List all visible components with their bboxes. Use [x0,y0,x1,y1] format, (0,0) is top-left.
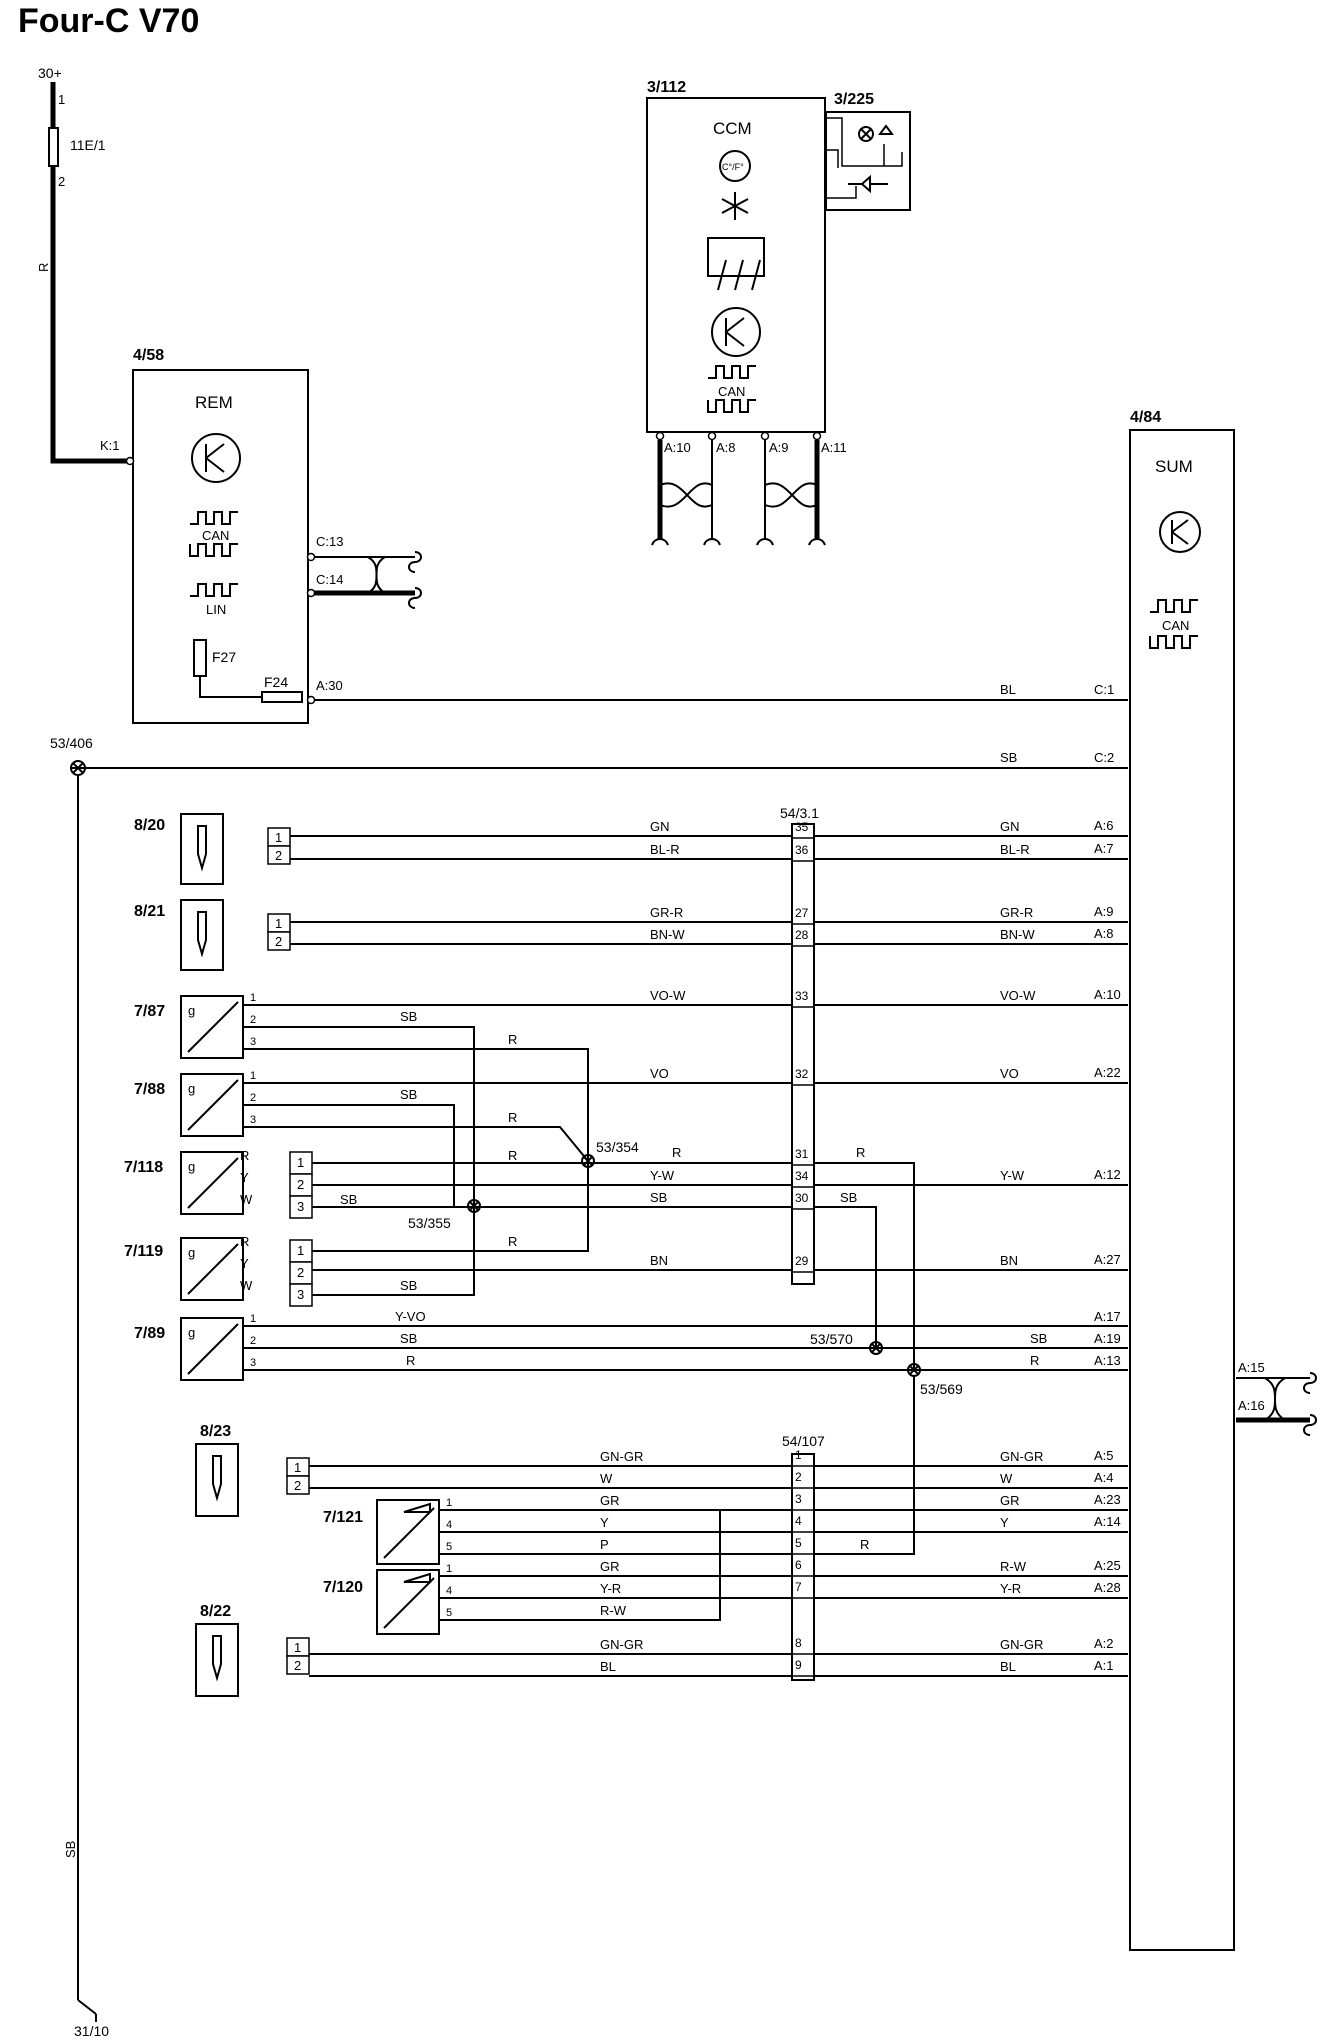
wire-label: VO [650,1066,669,1081]
pin-num: 1 [446,1563,453,1575]
wire-label: Y [240,1170,249,1185]
wire-label: BL [1000,1659,1016,1674]
splices [408,1139,963,1397]
wire-label: R [860,1537,870,1552]
rem-lin-wave-icon [190,584,238,596]
f24-label: F24 [264,674,289,690]
connector-pin: 28 [795,928,809,942]
sum-pin-label: A:6 [1094,818,1114,833]
wire-label: Y [1000,1515,1009,1530]
pin-num: 2 [250,1335,257,1347]
pin-num: 1 [250,1070,257,1082]
rem-can-twist-icon [368,557,385,593]
comp-7-89-label: 7/89 [134,1325,166,1342]
components [124,814,439,1696]
sum-a16-label: A:16 [1238,1398,1265,1413]
sum-pin-label: A:2 [1094,1636,1114,1651]
wire-label: SB [400,1087,418,1102]
comp-8-20-label: 8/20 [134,817,166,834]
svg-text:2: 2 [297,1265,305,1280]
sum-pin-label: A:28 [1094,1580,1121,1595]
rem-can-wave-icon [190,512,238,524]
connector-pin: 30 [795,1191,809,1205]
svg-text:2: 2 [297,1177,305,1192]
sum-can-wave-icon [1150,600,1198,612]
wire-label: R [1030,1353,1040,1368]
wire-label: Y [600,1515,609,1530]
wire-label: R [508,1148,518,1163]
svg-text:C°/F°: C°/F° [722,162,744,172]
wire-label: BL [600,1659,616,1674]
wire-label: R [240,1234,250,1249]
wire-sb-7-87 [243,1027,474,1206]
comp-8-20 [181,814,223,884]
sum-pin-label: A:14 [1094,1514,1121,1529]
rem-lin-label: LIN [206,602,227,617]
ground-symbol-icon [78,2000,96,2022]
wire-label: P [600,1537,609,1552]
sum-pin-label: A:9 [1094,904,1114,919]
wire-label: GR-R [1000,905,1034,920]
wire-label: W [240,1192,253,1207]
comp-8-23 [196,1444,238,1516]
wire-sb-label: SB [1000,750,1018,765]
wire-label: SB [650,1190,668,1205]
svg-text:1: 1 [275,830,283,845]
wire-r-w-7-120 [439,1510,720,1620]
connector-54-107 [782,1433,825,1680]
wire-label: BL-R [1000,842,1030,857]
connector-pin: 33 [795,989,809,1003]
connector-pin: 27 [795,906,809,920]
comp-8-21-label: 8/21 [134,903,166,920]
comp-8-22-label: 8/22 [200,1603,232,1620]
wire-label: R [240,1148,250,1163]
svg-text:g: g [188,1245,196,1260]
sum-pin-label: A:12 [1094,1167,1121,1182]
connector-pin: 6 [795,1558,802,1572]
wire-label: R [508,1032,518,1047]
fuse-label: 11E/1 [70,137,106,153]
connector-pin: 29 [795,1254,809,1268]
wire-label: R [508,1110,518,1125]
wire-label: GR [1000,1493,1020,1508]
pin-num: 3 [250,1357,257,1369]
wire-labels-layer [240,818,1121,1674]
connector-pin: 4 [795,1514,802,1528]
rem-can-label: CAN [202,528,230,543]
pin-num: 3 [250,1036,257,1048]
ccm-a9-label: A:9 [769,440,789,455]
svg-text:g: g [188,1325,196,1340]
svg-text:1: 1 [294,1640,302,1655]
wire-label: GR-R [650,905,684,920]
rem-k1-label: K:1 [100,438,120,453]
wire-label: GN-GR [1000,1449,1044,1464]
ccm-a10-label: A:10 [664,440,691,455]
sum-pin-label: A:22 [1094,1065,1121,1080]
connector-pin: 5 [795,1536,802,1550]
sum-pin-label: A:7 [1094,841,1114,856]
ccm-module [647,79,910,545]
svg-text:1: 1 [297,1155,305,1170]
splice-569-label: 53/569 [920,1381,963,1397]
splice-355-label: 53/355 [408,1215,451,1231]
pin-num: 1 [250,1313,257,1325]
wires-layer [243,836,1128,1676]
ccm-a8-label: A:8 [716,440,736,455]
svg-text:3: 3 [297,1287,305,1302]
supply-wire-color: R [36,262,51,272]
splice-354-label: 53/354 [596,1139,639,1155]
sum-pin-label: A:25 [1094,1558,1121,1573]
wire-label: GR [600,1493,620,1508]
wire-label: GN [650,819,670,834]
wire-label: GN-GR [1000,1637,1044,1652]
sum-pin-label: A:23 [1094,1492,1121,1507]
fuse-f24 [262,692,302,702]
sum-pin-label: A:5 [1094,1448,1114,1463]
splice-406-label: 53/406 [50,735,93,751]
connector-54-3-1-label: 54/3.1 [780,805,819,821]
comp-8-21 [181,900,223,970]
comp-8-23-label: 8/23 [200,1423,232,1440]
pin-num: 4 [446,1585,453,1597]
comp-7-121-label: 7/121 [323,1509,364,1526]
wire-label: R [406,1353,416,1368]
ccm-name: CCM [713,119,752,138]
connector-pin: 9 [795,1658,802,1672]
wire-label: Y-W [650,1168,675,1183]
connector-54-107-label: 54/107 [782,1433,825,1449]
wire-label: GN-GR [600,1449,644,1464]
wire-label: SB [1030,1331,1048,1346]
wire-label: GN [1000,819,1020,834]
comp-7-119-label: 7/119 [124,1243,164,1260]
connector-pin: 7 [795,1580,802,1594]
f27-label: F27 [212,649,237,665]
supply-pin2: 2 [58,174,66,189]
wire-sb-7-88 [243,1105,454,1206]
sum-pin-label: A:19 [1094,1331,1121,1346]
wire-label: R [508,1234,518,1249]
connector-pin: 32 [795,1067,809,1081]
wire-label: VO-W [1000,988,1036,1003]
wire-label: BN-W [1000,927,1035,942]
heater-icon [708,238,764,276]
connector-pin: 2 [795,1470,802,1484]
sum-c1-label: C:1 [1094,682,1115,697]
sum-c2-label: C:2 [1094,750,1115,765]
connector-pin: 31 [795,1147,809,1161]
supply-pin1: 1 [58,92,66,107]
rem-module [100,347,421,723]
svg-text:1: 1 [275,916,283,931]
svg-text:g: g [188,1003,196,1018]
wire-label: R [672,1145,682,1160]
ccm-can-twist-icon [660,483,712,506]
wire-label: BN [1000,1253,1019,1268]
ccm-id: 3/112 [647,79,687,96]
ccm-can-wave-icon [708,366,756,378]
diagram-title: Four-C V70 [18,2,200,40]
sum-pin-label: A:27 [1094,1252,1121,1267]
svg-text:g: g [188,1159,196,1174]
pin-num: 2 [250,1092,257,1104]
splice-570-label: 53/570 [810,1331,853,1347]
pin-num: 1 [250,992,257,1004]
svg-text:2: 2 [275,934,283,949]
sum-name: SUM [1155,457,1193,476]
sum-id: 4/84 [1130,409,1162,426]
panel-id: 3/225 [834,91,875,108]
svg-text:1: 1 [297,1243,305,1258]
connector-pin: 36 [795,843,809,857]
wire-bl-label: BL [1000,682,1016,697]
sum-module [1130,409,1316,1950]
pin-num: 4 [446,1519,453,1531]
sum-pin-label: A:10 [1094,987,1121,1002]
wire-label: R-W [600,1603,626,1618]
svg-text:g: g [188,1081,196,1096]
connector-pin: 8 [795,1636,802,1650]
wire-label: W [1000,1471,1013,1486]
connector-54-3-1 [780,805,819,1284]
wire-label: Y-R [1000,1581,1022,1596]
rem-id: 4/58 [133,347,165,364]
svg-text:3: 3 [297,1199,305,1214]
wire-label: GN-GR [600,1637,644,1652]
comp-7-88-label: 7/88 [134,1081,166,1098]
wire-label: W [240,1278,253,1293]
sum-box [1130,430,1234,1950]
rem-c13-label: C:13 [316,534,344,549]
sum-pin-label: A:1 [1094,1658,1114,1673]
rem-c14-label: C:14 [316,572,344,587]
wire-label: SB [400,1278,418,1293]
wire-label: Y-W [1000,1168,1025,1183]
connector-pin: 35 [795,820,809,834]
pin-num: 2 [250,1014,257,1026]
rem-name: REM [195,393,233,412]
svg-text:2: 2 [294,1478,302,1493]
comp-8-22 [196,1624,238,1696]
sum-pin-label: A:4 [1094,1470,1114,1485]
pin-num: 3 [250,1114,257,1126]
wire-label: Y-R [600,1581,622,1596]
ccm-can-label: CAN [718,384,746,399]
ccm-a11-label: A:11 [821,440,847,455]
wire-label: Y-VO [395,1309,426,1324]
sum-pin-label: A:13 [1094,1353,1121,1368]
svg-text:2: 2 [294,1658,302,1673]
svg-text:1: 1 [294,1460,302,1475]
wire-label: SB [400,1009,418,1024]
ground-label: 31/10 [74,2023,110,2039]
sum-can-twist-icon [1265,1378,1285,1420]
svg-text:2: 2 [275,848,283,863]
wire-label: BN-W [650,927,685,942]
wire-label: Y [240,1256,249,1271]
comp-7-120-label: 7/120 [323,1579,364,1596]
sum-a15-label: A:15 [1238,1360,1265,1375]
comp-7-118-label: 7/118 [124,1159,164,1176]
rem-box [133,370,308,723]
wire-label: VO-W [650,988,686,1003]
pin-num: 1 [446,1497,453,1509]
wire-label: SB [340,1192,358,1207]
sum-can-label: CAN [1162,618,1190,633]
pin-num: 5 [446,1541,453,1553]
connector-pin: 3 [795,1492,802,1506]
wire-label: R [856,1145,866,1160]
wire-label: R-W [1000,1559,1026,1574]
comp-7-87-label: 7/87 [134,1003,166,1020]
ground-wire-color: SB [63,1840,78,1858]
rem-a30-label: A:30 [316,678,343,693]
wire-label: BN [650,1253,669,1268]
fuse-11e1 [49,128,58,166]
wire-label: SB [400,1331,418,1346]
wire-label: W [600,1471,613,1486]
supply-circuit [36,65,130,461]
fuse-f27 [194,640,206,676]
connector-pin: 34 [795,1169,809,1183]
wire-label: VO [1000,1066,1019,1081]
supply-wire-r [53,166,130,461]
sum-pin-label: A:8 [1094,926,1114,941]
connector-pin: 1 [795,1448,802,1462]
wire-label: GR [600,1559,620,1574]
sum-pin-label: A:17 [1094,1309,1121,1324]
supply-label: 30+ [38,65,62,81]
wire-label: SB [840,1190,858,1205]
wire-label: BL-R [650,842,680,857]
pin-num: 5 [446,1607,453,1619]
